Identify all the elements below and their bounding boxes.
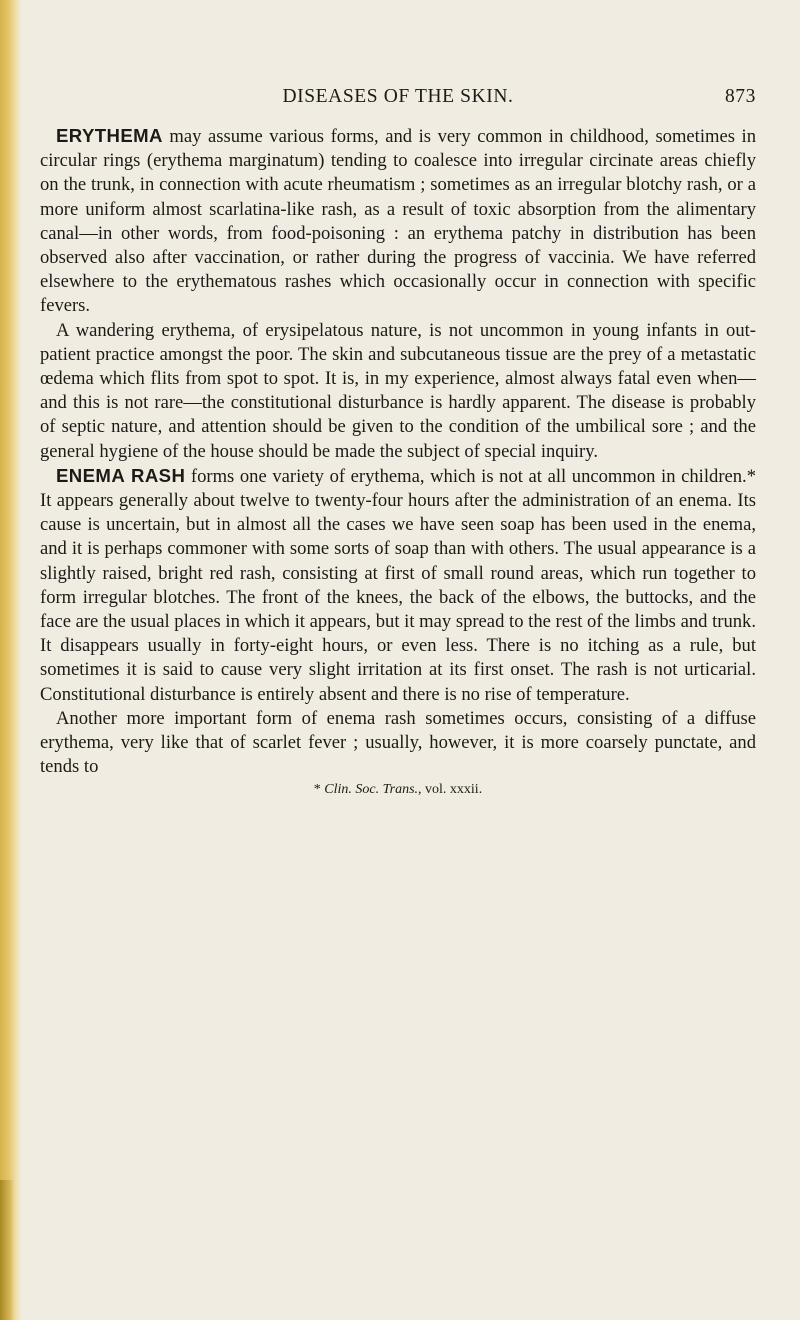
paragraph-text: may assume various forms, and is very common in childhood, sometimes in circular rings (erythema marginatum) tending to coalesce into irregular circinate areas chiefly on the trunk, in connection with acute rheumatism ; sometimes as an irregular blotchy rash, or a more uniform almost scarlatina-like rash, as a result of toxic absorption from the alimentary canal—in other words, from food-poisoning : an erythema patchy in distribution has been observed also after vaccination, or rather during the progress of vaccinia. We have referred elsewhere to the erythematous rashes which occasionally occur in connection with specific fevers. [40, 126, 756, 317]
paragraph-wandering-erythema [40, 319, 756, 464]
running-head [40, 86, 756, 116]
book-page [40, 86, 756, 799]
section-heading-enema-rash: ENEMA RASH [56, 464, 186, 486]
paragraph-enema-rash [40, 464, 756, 707]
paragraph-text: Another more important form of enema rash sometimes occurs, consisting of a diffuse erythema, very like that of scarlet fever ; usually, however, it is more coarsely punctate, and tends to [40, 707, 756, 778]
paragraph-another-form [40, 707, 756, 780]
paragraph-text: forms one variety of erythema, which is not at all uncommon in children.* It appears generally about twelve to twenty-four hours after the administration of an enema. Its cause is uncertain, but in almost all the cases we have seen soap has been used in the enema, and it is perhaps commoner with some sorts of soap than with others. The usual appearance is a slightly raised, bright red rash, consisting at first of small round areas, which run together to form irregular blotches. The front of the knees, the back of the elbows, the buttocks, and the face are the usual places in which it appears, but it may spread to the rest of the limbs and trunk. It disappears usually in forty-eight hours, or even less. There is no itching as a rule, but sometimes it is said to cause very slight irritation at its first onset. The rash is not urticarial. Constitutional disturbance is entirely absent and there is no rise of temperature. [40, 465, 757, 705]
body-text [40, 124, 756, 799]
running-head-title: DISEASES OF THE SKIN. [282, 86, 514, 107]
section-heading-erythema: ERYTHEMA [56, 125, 163, 146]
footnote [40, 781, 756, 799]
footnote-marker: * [313, 782, 325, 798]
footnote-volume: , vol. xxxii. [418, 782, 483, 798]
paragraph-erythema [40, 124, 756, 319]
binding-edge [0, 0, 22, 1320]
footnote-source: Clin. Soc. Trans. [324, 782, 419, 798]
paragraph-text: A wandering erythema, of erysipelatous nature, is not uncommon in young infants in out-patient practice amongst the poor. The skin and subcutaneous tissue are the prey of a metastatic œdema which flits from spot to spot. It is, in my experience, almost always fatal even when—and this is not rare—the constitutional disturbance is hardly apparent. The disease is probably of septic nature, and attention should be given to the condition of the umbilical sore ; and the general hygiene of the house should be made the subject of special inquiry. [40, 319, 756, 462]
page-number: 873 [724, 86, 756, 107]
